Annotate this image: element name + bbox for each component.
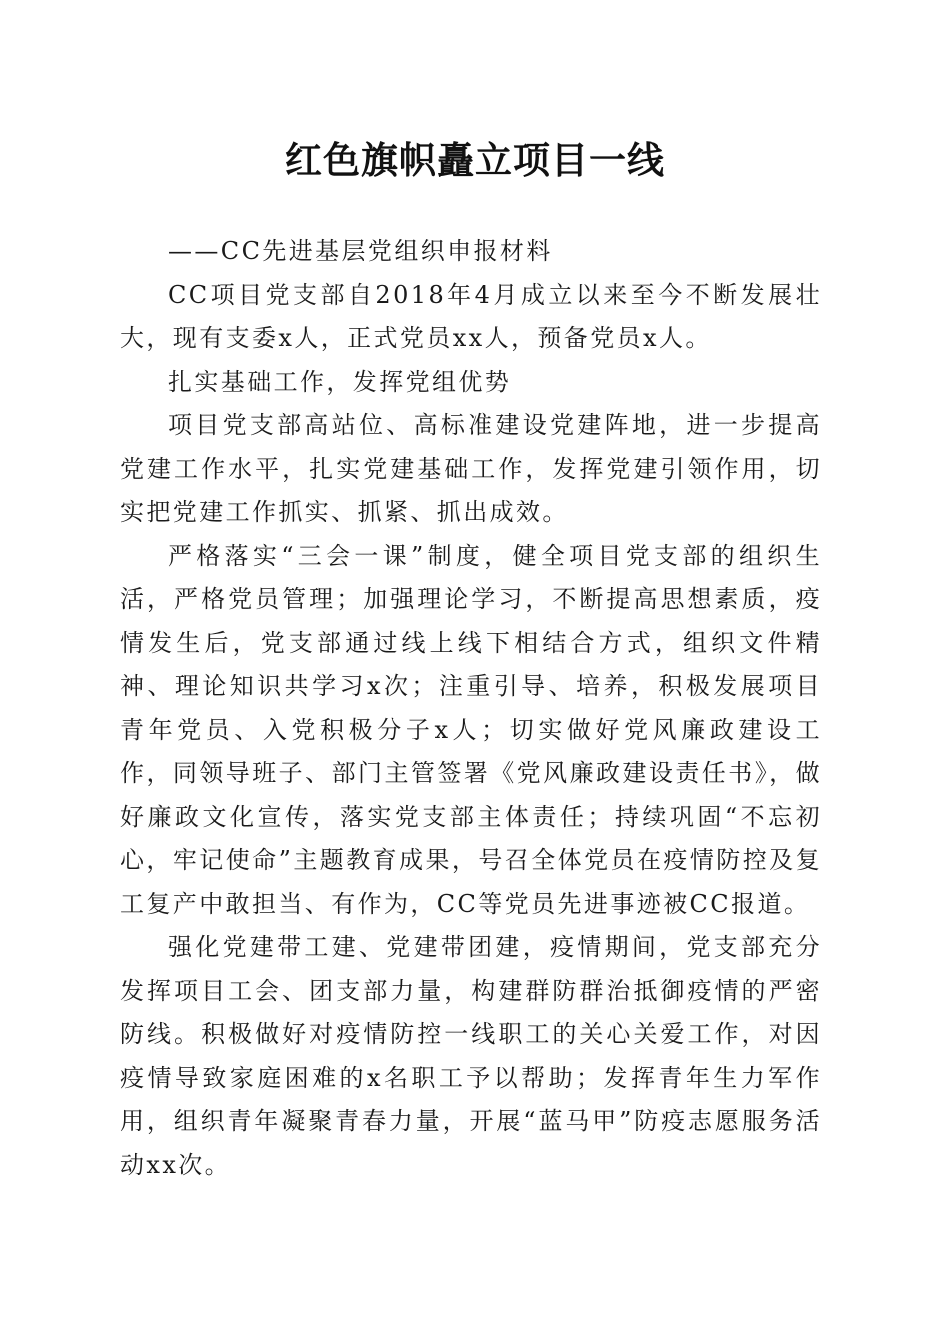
paragraph-intro: CC项目党支部自2018年4月成立以来至今不断发展壮大，现有支委x人，正式党员xx人，预备党员x人。 bbox=[120, 280, 822, 352]
paragraph-positioning: 项目党支部高站位、高标准建设党建阵地，进一步提高党建工作水平，扎实党建基础工作，发挥党建引领作用，切实把党建工作抓实、抓紧、抓出成效。 bbox=[120, 411, 822, 526]
paragraph-organization-life: 严格落实“三会一课”制度，健全项目党支部的组织生活，严格党员管理；加强理论学习，不断提高思想素质，疫情发生后，党支部通过线上线下相结合方式，组织文件精神、理论知识共学习x次；注重引导、培养，积极发展项目青年党员、入党积极分子x人；切实做好党风廉政建设工作，同领导班子、部门主管签署《党风廉政建设责任书》，做好廉政文化宣传，落实党支部主体责任；持续巩固“不忘初心，牢记使命”主题教育成果，号召全体党员在疫情防控及复工复产中敢担当、有作为，CC等党员先进事迹被CC报道。 bbox=[120, 541, 822, 918]
document-body bbox=[120, 230, 822, 1187]
document-title: 红色旗帜矗立项目一线 bbox=[285, 138, 665, 182]
section-heading: 扎实基础工作，发挥党组优势 bbox=[168, 367, 512, 396]
document-subtitle: ——CC先进基层党组织申报材料 bbox=[168, 237, 553, 265]
paragraph-union-league: 强化党建带工建、党建带团建，疫情期间，党支部充分发挥项目工会、团支部力量，构建群防群治抵御疫情的严密防线。积极做好对疫情防控一线职工的关心关爱工作，对因疫情导致家庭困难的x名职工予以帮助；发挥青年生力军作用，组织青年凝聚青春力量，开展“蓝马甲”防疫志愿服务活动xx次。 bbox=[120, 933, 822, 1179]
